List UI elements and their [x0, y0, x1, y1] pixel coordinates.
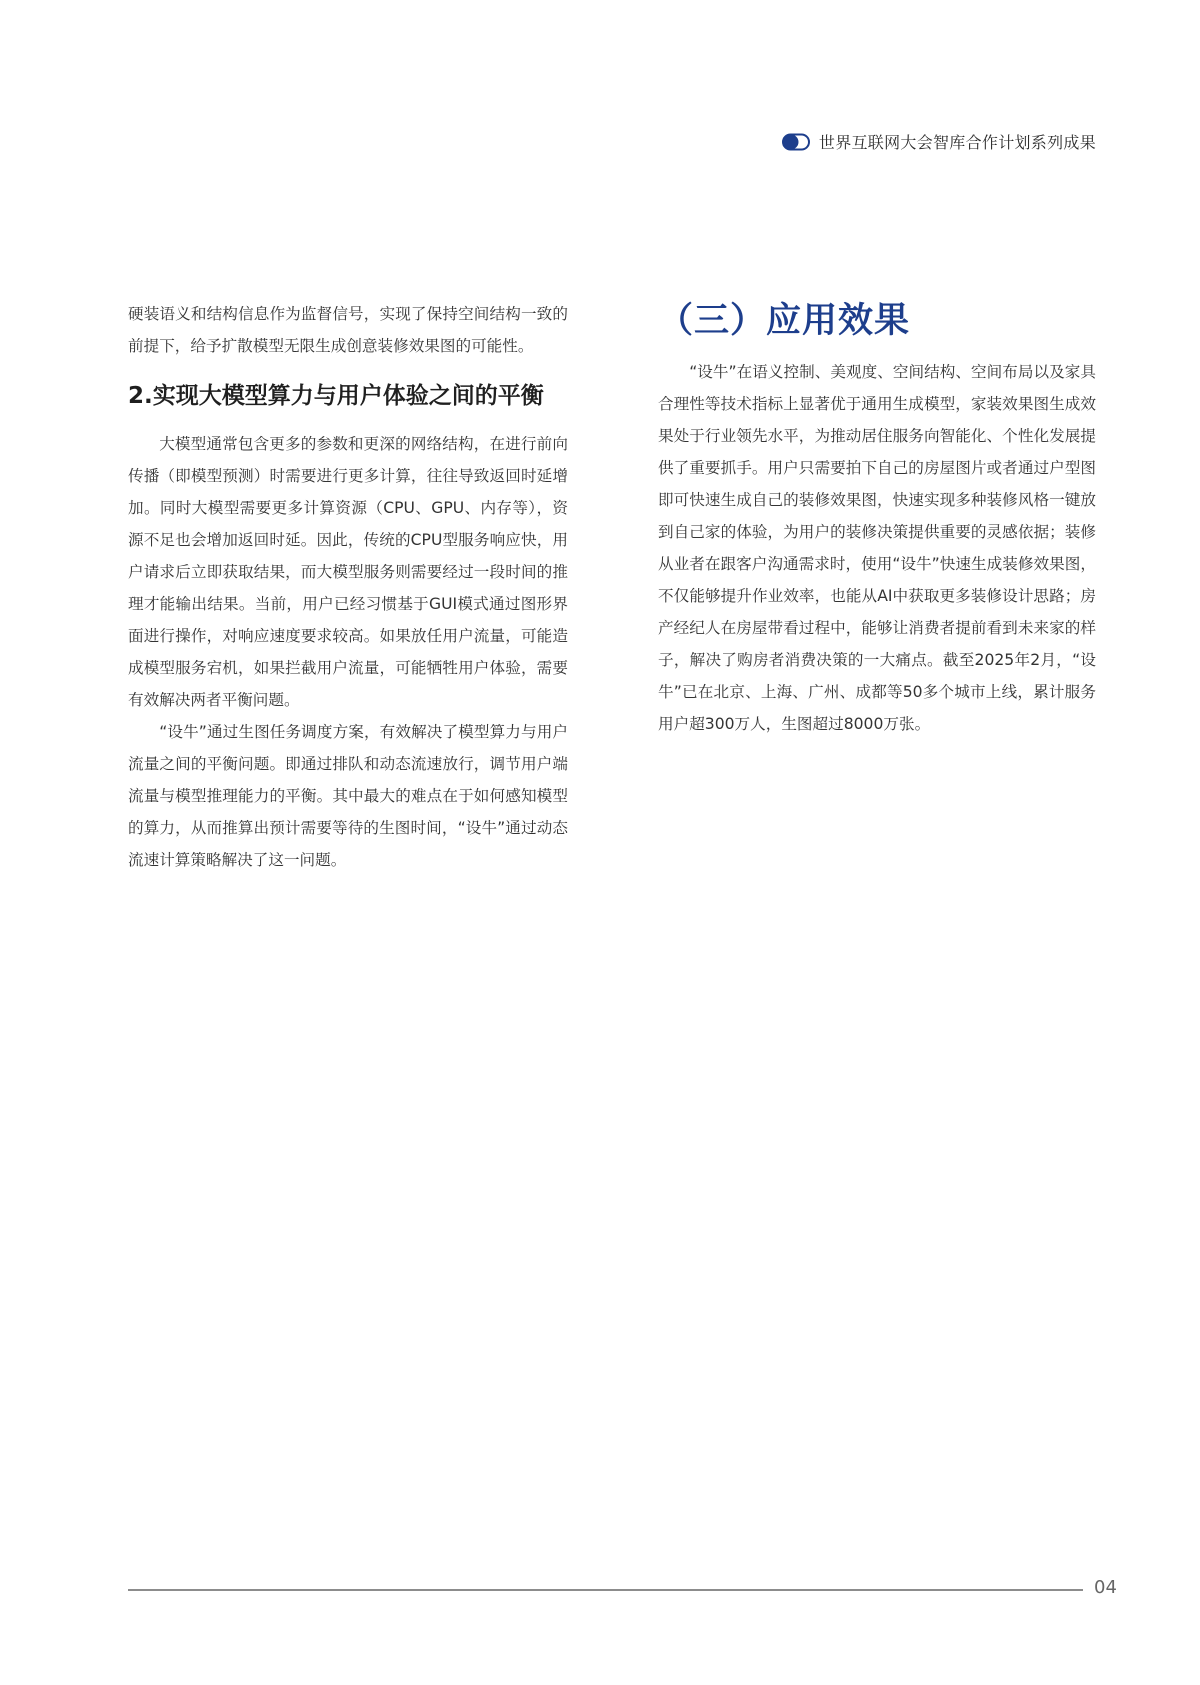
- section-title: （三）应用效果: [658, 301, 911, 341]
- left-column: [128, 298, 568, 876]
- header-title: 世界互联网大会智库合作计划系列成果: [818, 133, 1096, 152]
- intro-paragraph: 硬装语义和结构信息作为监督信号，实现了保持空间结构一致的前提下，给予扩散模型无限生成创意装修效果图的可能性。: [128, 305, 568, 355]
- page-header: [782, 130, 1096, 153]
- footer-divider: [128, 1589, 1083, 1591]
- body-paragraph: “设牛”通过生图任务调度方案，有效解决了模型算力与用户流量之间的平衡问题。即通过排队和动态流速放行，调节用户端流量与模型推理能力的平衡。其中最大的难点在于如何感知模型的算力，从而推算出预计需要等待的生图时间，“设牛”通过动态流速计算策略解决了这一问题。: [128, 723, 568, 869]
- body-paragraph: “设牛”在语义控制、美观度、空间结构、空间布局以及家具合理性等技术指标上显著优于通用生成模型，家装效果图生成效果处于行业领先水平，为推动居住服务向智能化、个性化发展提供了重要抓手。用户只需要拍下自己的房屋图片或者通过户型图即可快速生成自己的装修效果图，快速实现多种装修风格一键放到自己家的体验，为用户的装修决策提供重要的灵感依据；装修从业者在跟客户沟通需求时，使用“设牛”快速生成装修效果图，不仅能够提升作业效率，也能从AI中获取更多装修设计思路；房产经纪人在房屋带看过程中，能够让消费者提前看到未来家的样子，解决了购房者消费决策的一大痛点。截至2025年2月，“设牛”已在北京、上海、广州、成都等50多个城市上线，累计服务用户超300万人，生图超过8000万张。: [658, 363, 1096, 733]
- subheading: 2.实现大模型算力与用户体验之间的平衡: [128, 383, 544, 409]
- page-number: 04: [1094, 1577, 1117, 1598]
- toggle-logo-icon: [782, 133, 810, 151]
- body-paragraph: 大模型通常包含更多的参数和更深的网络结构，在进行前向传播（即模型预测）时需要进行更多计算，往往导致返回时延增加。同时大模型需要更多计算资源（CPU、GPU、内存等），资源不足也会增加返回时延。因此，传统的CPU型服务响应快，用户请求后立即获取结果，而大模型服务则需要经过一段时间的推理才能输出结果。当前，用户已经习惯基于GUI模式通过图形界面进行操作，对响应速度要求较高。如果放任用户流量，可能造成模型服务宕机，如果拦截用户流量，可能牺牲用户体验，需要有效解决两者平衡问题。: [128, 435, 568, 709]
- right-column: [658, 297, 1096, 740]
